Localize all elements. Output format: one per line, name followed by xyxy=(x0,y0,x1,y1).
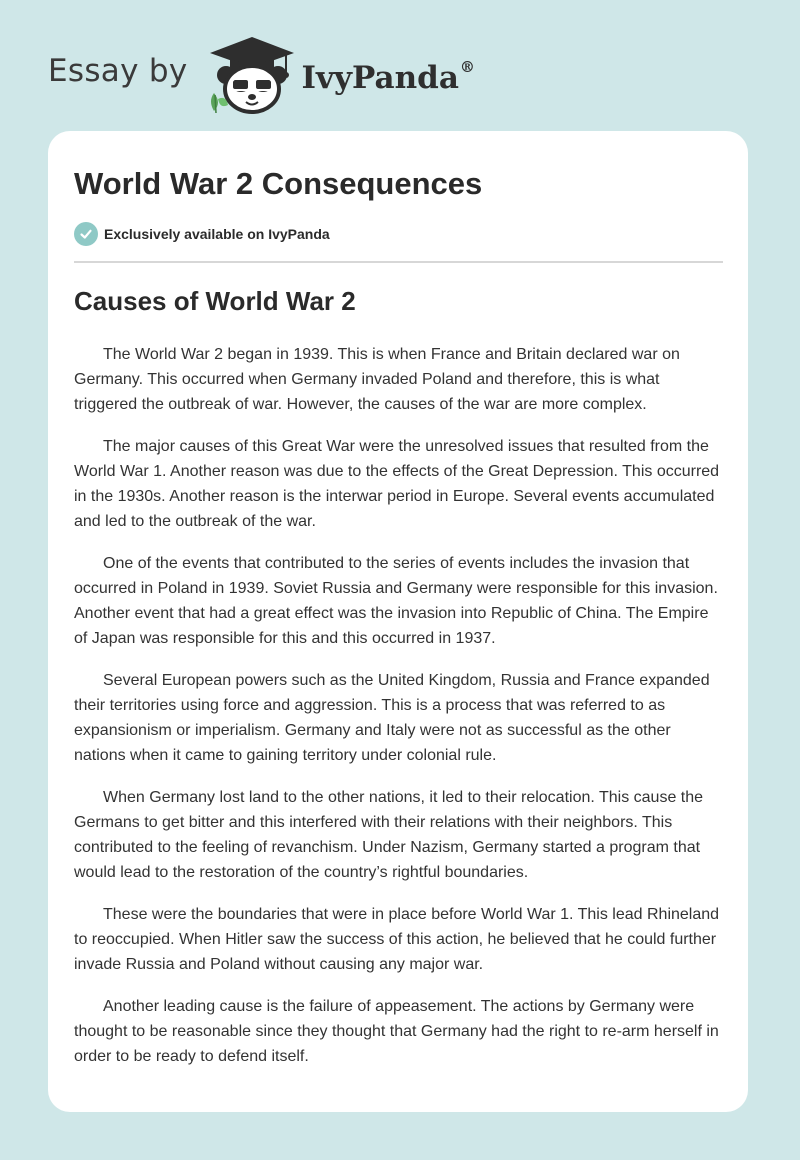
essay-by-label: Essay by xyxy=(48,53,188,89)
paragraph: Several European powers such as the United Kingdom, Russia and France expanded their territories using force and aggression. This is a process that was referred to as expansionism or imperialism. Germany and Italy were not as successful as the other nations when it came to gaining territory under colonial rule. xyxy=(74,672,710,764)
paragraph: When Germany lost land to the other nations, it led to their relocation. This cause the Germans to get bitter and this interfered with their relations with their neighbors. This contributed to the feeling of revanchism. Under Nazism, Germany started a program that would lead to the restoration of the country’s rightful boundaries. xyxy=(74,789,704,881)
check-icon xyxy=(74,222,98,246)
essay-card xyxy=(48,131,748,1112)
exclusive-badge xyxy=(74,222,330,246)
site-header xyxy=(48,30,475,120)
section-title: Causes of World War 2 xyxy=(74,286,356,316)
exclusive-text: Exclusively available on IvyPanda xyxy=(104,226,330,242)
panda-graduate-icon xyxy=(206,35,298,115)
trademark-symbol: ® xyxy=(459,58,475,76)
paragraph: Another leading cause is the failure of appeasement. The actions by Germany were thought to be reasonable since they thought that Germany had the right to re-arm herself in order to be ready to defend itself. xyxy=(74,998,719,1065)
essay-body xyxy=(74,342,726,1086)
paragraph: The major causes of this Great War were the unresolved issues that resulted from the World War 1. Another reason was due to the effects of the Great Depression. This occurred in the 1930s. Another reason is the interwar period in Europe. Several events accumulated and led to the outbreak of the war. xyxy=(74,438,720,530)
paragraph: One of the events that contributed to the series of events includes the invasion that occurred in Poland in 1939. Soviet Russia and Germany were responsible for this invasion. Another event that had a great effect was the invasion into Republic of China. The Empire of Japan was responsible for this and this occurred in 1937. xyxy=(74,555,718,647)
title-divider xyxy=(74,261,723,263)
brand-name: IvyPanda® xyxy=(301,58,475,96)
essay-title: World War 2 Consequences xyxy=(74,166,483,201)
paragraph: The World War 2 began in 1939. This is when France and Britain declared war on Germany. This occurred when Germany invaded Poland and therefore, this is what triggered the outbreak of war. However, the causes of the war are more complex. xyxy=(74,346,680,413)
paragraph: These were the boundaries that were in place before World War 1. This lead Rhineland to reoccupied. When Hitler saw the success of this action, he believed that he could further invade Russia and Poland without causing any major war. xyxy=(74,906,720,973)
